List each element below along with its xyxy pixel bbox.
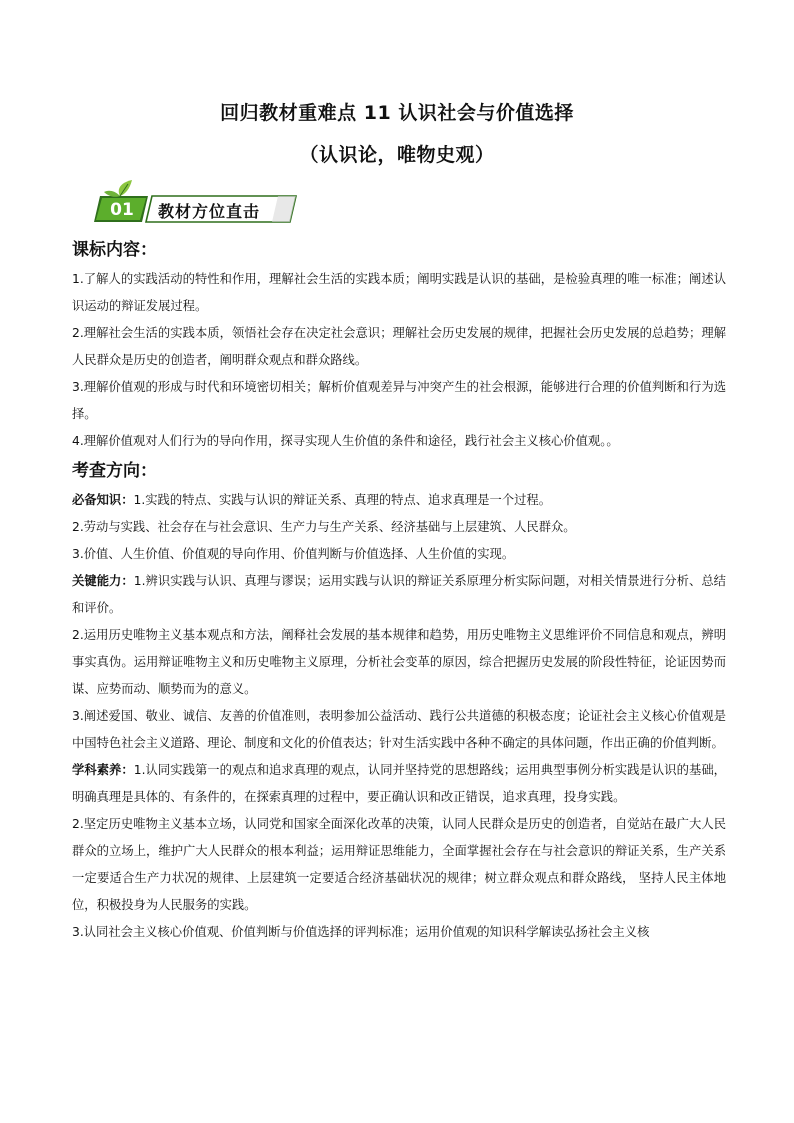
leaf-icon xyxy=(104,180,132,197)
bibei-item: 2.劳动与实践、社会存在与社会意识、生产力与生产关系、经济基础与上层建筑、人民群众。 xyxy=(72,520,576,534)
bibei-item xyxy=(72,487,726,514)
document-body xyxy=(72,234,726,946)
guanjian-item: 2.运用历史唯物主义基本观点和方法，阐释社会发展的基本规律和趋势，用历史唯物主义思维评价不同信息和观点，辨明事实真伪。运用辩证唯物主义和历史唯物主义原理，分析社会变革的原因，综合把握历史发展的阶段性特征，论证因势而谋、应势而动、顺势而为的意义。 xyxy=(72,628,726,696)
suyang-item: 3.认同社会主义核心价值观、价值判断与价值选择的评判标准；运用价值观的知识科学解读弘扬社会主义核 xyxy=(72,925,650,939)
kebiao-heading: 课标内容： xyxy=(72,240,157,260)
kebiao-item: 3.理解价值观的形成与时代和环境密切相关；解析价值观差异与冲突产生的社会根源，能够进行合理的价值判断和行为选择。 xyxy=(72,380,726,421)
suyang-label: 学科素养： xyxy=(72,763,134,777)
section-badge xyxy=(92,180,302,224)
kaocha-heading: 考查方向： xyxy=(72,461,157,481)
guanjian-label: 关键能力： xyxy=(72,574,134,588)
section-badge-label: 教材方位直击 xyxy=(158,202,261,221)
suyang-item xyxy=(72,757,726,811)
guanjian-text: 1.辨识实践与认识、真理与谬误；运用实践与认识的辩证关系原理分析实际问题，对相关情景进行分析、总结和评价。 xyxy=(72,574,726,615)
kebiao-item: 2.理解社会生活的实践本质，领悟社会存在决定社会意识；理解社会历史发展的规律，把握社会历史发展的总趋势；理解人民群众是历史的创造者，阐明群众观点和群众路线。 xyxy=(72,326,726,367)
kebiao-item: 1.了解人的实践活动的特性和作用，理解社会生活的实践本质；阐明实践是认识的基础，是检验真理的唯一标准；阐述认识运动的辩证发展过程。 xyxy=(72,272,726,313)
page-title: 回归教材重难点 11 认识社会与价值选择 xyxy=(220,102,574,124)
bibei-text: 1.实践的特点、实践与认识的辩证关系、真理的特点、追求真理是一个过程。 xyxy=(133,493,552,507)
bibei-item: 3.价值、人生价值、价值观的导向作用、价值判断与价值选择、人生价值的实现。 xyxy=(72,547,515,561)
guanjian-item: 3.阐述爱国、敬业、诚信、友善的价值准则，表明参加公益活动、践行公共道德的积极态度；论证社会主义核心价值观是中国特色社会主义道路、理论、制度和文化的价值表达；针对生活实践中各种不确定的具体问题，作出正确的价值判断。 xyxy=(72,709,726,750)
guanjian-item xyxy=(72,568,726,622)
suyang-text: 1.认同实践第一的观点和追求真理的观点，认同并坚持党的思想路线；运用典型事例分析实践是认识的基础，明确真理是具体的、有条件的，在探索真理的过程中，要正确认识和改正错误，追求真理，投身实践。 xyxy=(72,763,726,804)
page-subtitle: （认识论，唯物史观） xyxy=(299,144,495,166)
kebiao-item: 4.理解价值观对人们行为的导向作用，探寻实现人生价值的条件和途径，践行社会主义核心价值观。。 xyxy=(72,434,619,448)
bibei-label: 必备知识： xyxy=(72,493,134,507)
suyang-item: 2.坚定历史唯物主义基本立场，认同党和国家全面深化改革的决策，认同人民群众是历史的创造者，自觉站在最广大人民群众的立场上，维护广大人民群众的根本利益；运用辩证思维能力，全面掌握社会存在与社会意识的辩证关系，生产关系一定要适合生产力状况的规律、上层建筑一定要适合经济基础状况的规律；树立群众观点和群众路线， 坚持人民主体地位，积极投身为人民服务的实践。 xyxy=(72,817,726,912)
section-badge-number: 01 xyxy=(110,200,134,220)
